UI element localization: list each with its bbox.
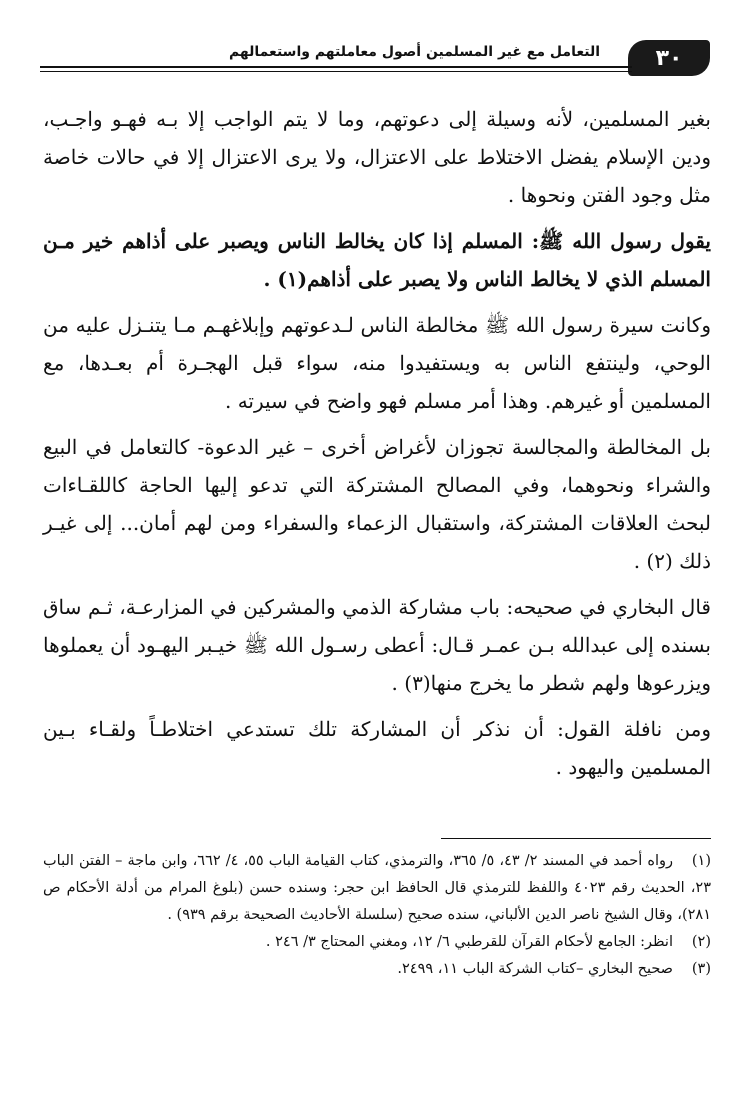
footnote-text: انظر: الجامع لأحكام القرآن للقرطبي ٦/ ١٢، ومغني المحتاج ٣/ ٢٤٦ . xyxy=(265,934,673,950)
footnote-number: (١) xyxy=(691,853,711,869)
hadith-quote-paragraph: يقول رسول الله ﷺ: المسلم إذا كان يخالط الناس ويصبر على أذاهم خير مـن المسلم الذي لا يخالط الناس ولا يصبر على أذاهم(١) . xyxy=(43,229,711,291)
footnote-number: (٣) xyxy=(691,961,711,977)
paragraph: بغير المسلمين، لأنه وسيلة إلى دعوتهم، وما لا يتم الواجب إلا بـه فهـو واجـب، ودين الإسلام يفضل الاختلاط على الاعتزال، ولا يرى الاعتزال إلا في حالات خاصة مثل وجود الفتن ونحوها . xyxy=(43,107,711,207)
page-header xyxy=(40,40,710,76)
footnote xyxy=(43,848,711,929)
footnote-number: (٢) xyxy=(691,934,711,950)
paragraph: قال البخاري في صحيحه: باب مشاركة الذمي والمشركين في المزارعـة، ثـم ساق بسنده إلى عبدالله بـن عمـر قـال: أعطى رسـول الله ﷺ خيـبر اليهـود أن يعملوها ويزرعوها ولهم شطر ما يخرج منها(٣) . xyxy=(43,595,711,695)
footnote-text: صحيح البخاري –كتاب الشركة الباب ١١، ٢٤٩٩. xyxy=(397,961,673,977)
running-title: التعامل مع غير المسلمين أصول معاملتهم واستعمالهم xyxy=(228,44,600,60)
paragraph: بل المخالطة والمجالسة تجوزان لأغراض أخرى – غير الدعوة- كالتعامل في البيع والشراء ونحوهما، وفي المصالح المشتركة التي تدعو إليها الحاجة كاللقـاءات لبحث العلاقات المشتركة، واستقبال الزعماء والسفراء ومن لهم أمان... إلى غيـر ذلك (٢) . xyxy=(43,435,711,573)
footnote-text: رواه أحمد في المسند ٢/ ٤٣، ٥/ ٣٦٥، والترمذي، كتاب القيامة الباب ٥٥، ٤/ ٦٦٢، وابن ماجة – الفتن الباب ٢٣، الحديث رقم ٤٠٢٣ واللفظ للترمذي قال الحافظ ابن حجر: وسنده حسن (بلوغ المرام من أدلة الأحكام ص ٢٨١)، وقال الشيخ ناصر الدين الألباني، سنده صحيح (سلسلة الأحاديث الصحيحة برقم ٩٣٩) . xyxy=(43,853,711,923)
header-rule-thin xyxy=(40,71,632,72)
page-number: ٣٠ xyxy=(628,40,710,76)
footnote-separator xyxy=(441,838,711,839)
paragraph: وكانت سيرة رسول الله ﷺ مخالطة الناس لـدعوتهم وإبلاغهـم مـا يتنـزل عليه من الوحي، ولينتفع الناس به ويستفيدوا منه، سواء قبل الهجـرة أم بعـدها، مع المسلمين أو غيرهم. وهذا أمر مسلم فهو واضح في سيرته . xyxy=(43,313,711,413)
header-rule xyxy=(40,66,632,68)
footnotes xyxy=(43,848,711,983)
paragraph: ومن نافلة القول: أن نذكر أن المشاركة تلك تستدعي اختلاطـاً ولقـاء بـين المسلمين واليهود . xyxy=(43,717,711,779)
footnote xyxy=(43,929,711,956)
footnote xyxy=(43,956,711,983)
main-text xyxy=(43,100,711,794)
